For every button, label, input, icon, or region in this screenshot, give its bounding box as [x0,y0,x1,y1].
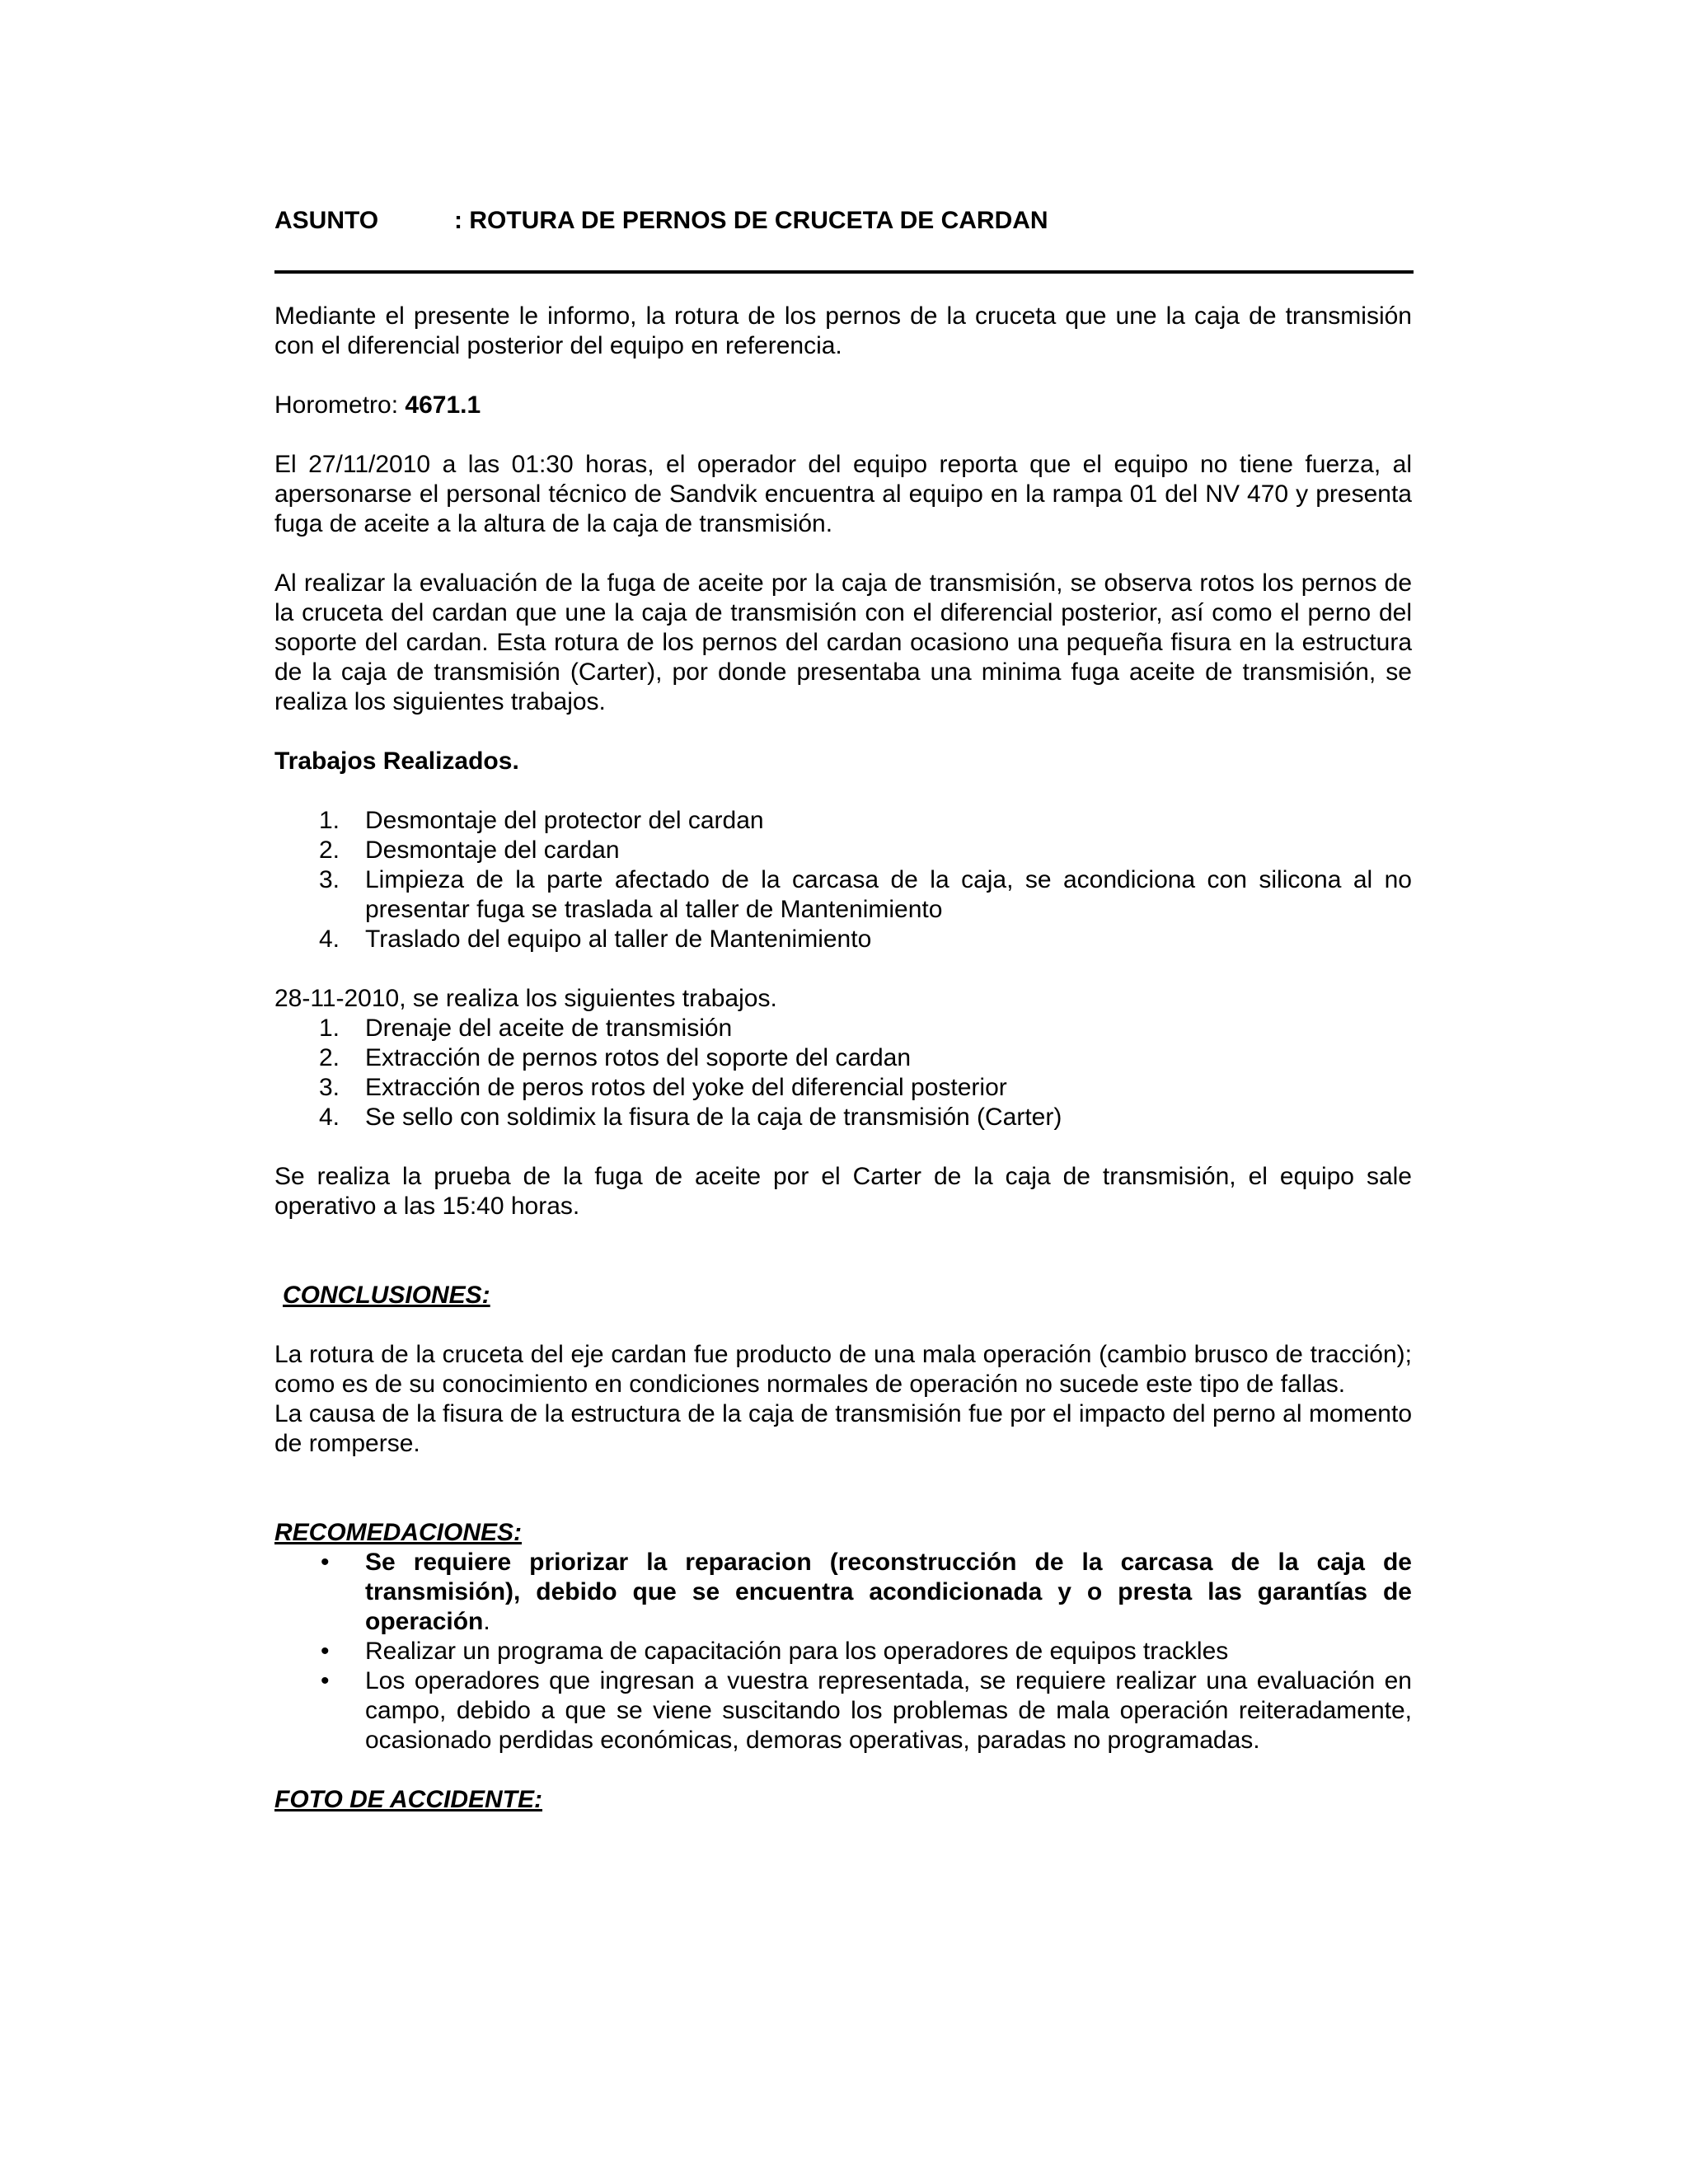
list-item-text: Extracción de pernos rotos del soporte del cardan [365,1044,912,1071]
list-item-text: Traslado del equipo al taller de Mantenimiento [365,926,872,953]
list-item-text [365,1548,1412,1637]
list-number: 4. [319,1104,340,1131]
evaluation-paragraph: Al realizar la evaluación de la fuga de aceite por la caja de transmisión, se observa rotos los pernos de la cruceta del cardan que une la caja de transmisión con el diferencial posterior, así como el perno del soporte del cardan. Esta rotura de los pernos del cardan ocasiono una pequeña fisura en la estructura de la caja de transmisión (Carter), por donde presentaba una minima fuga aceite de transmisión, se realiza los siguientes trabajos. [274,569,1412,715]
trabajos-title: Trabajos Realizados. [274,748,519,775]
conclusiones-title: CONCLUSIONES: [283,1282,490,1309]
event-paragraph: El 27/11/2010 a las 01:30 horas, el operador del equipo reporta que el equipo no tiene fuerza, al apersonarse el personal técnico de Sandvik encuentra al equipo en la rampa 01 del NV 470 y presenta fuga de aceite a la altura de la caja de transmisión. [274,451,1412,537]
list-number: 4. [319,926,340,953]
list-number: 3. [319,1074,340,1101]
horometro-label: Horometro: [274,391,406,419]
list-item-text: Desmontaje del cardan [365,837,620,864]
list-item [274,1103,1412,1132]
recomendaciones-list [274,1548,1412,1755]
test-paragraph: Se realiza la prueba de la fuga de aceite por el Carter de la caja de transmisión, el equipo sale operativo a las 15:40 horas. [274,1163,1412,1220]
list-item-text: Los operadores que ingresan a vuestra representada, se requiere realizar una evaluación en campo, debido a que se viene suscitando los problemas de mala operación reiteradamente, ocasionado perdidas económicas, demoras operativas, paradas no programadas. [365,1667,1412,1754]
list-item-text: Drenaje del aceite de transmisión [365,1015,733,1042]
list-item [274,925,1412,954]
recommendation-tail: . [483,1608,490,1635]
list-item [274,1073,1412,1103]
list-item-text: Se sello con soldimix la fisura de la caja de transmisión (Carter) [365,1104,1062,1131]
list-item [274,865,1412,925]
subject-label: ASUNTO [274,207,379,234]
subject-value: : ROTURA DE PERNOS DE CRUCETA DE CARDAN [454,207,1048,234]
recommendation-bold-text: Se requiere priorizar la reparacion (reconstrucción de la carcasa de la caja de transmisión), debido que se encuentra acondicionada y o presta las garantías de operación [365,1549,1412,1635]
bullet-glyph: • [321,1667,330,1694]
list-item [274,1548,1412,1637]
list-item [274,1043,1412,1073]
list-item-text: Extracción de peros rotos del yoke del diferencial posterior [365,1074,1007,1101]
list-item [274,1637,1412,1666]
list-number: 2. [319,1044,340,1071]
list-number: 1. [319,807,340,834]
subject-line [274,206,1412,236]
trabajos-list [274,806,1412,954]
list-number: 2. [319,837,340,864]
list-item [274,836,1412,865]
second-day-list [274,1014,1412,1132]
recomendaciones-title: RECOMEDACIONES: [274,1519,523,1546]
horometro-line [274,391,1412,420]
conclusiones-paragraph-2: La causa de la fisura de la estructura de la caja de transmisión fue por el impacto del perno al momento de romperse. [274,1400,1412,1457]
list-item-text: Realizar un programa de capacitación para los operadores de equipos trackles [365,1638,1229,1665]
intro-paragraph: Mediante el presente le informo, la rotura de los pernos de la cruceta que une la caja de transmisión con el diferencial posterior del equipo en referencia. [274,302,1412,359]
list-item [274,1014,1412,1043]
bullet-glyph: • [321,1549,330,1576]
second-day-intro: 28-11-2010, se realiza los siguientes trabajos. [274,985,777,1012]
conclusiones-paragraph-1: La rotura de la cruceta del eje cardan fue producto de una mala operación (cambio brusco de tracción); como es de su conocimiento en condiciones normales de operación no sucede este tipo de fallas. [274,1341,1412,1398]
document-body [274,206,1412,1815]
list-number: 1. [319,1015,340,1042]
header-divider [274,270,1414,274]
bullet-glyph: • [321,1638,330,1665]
list-number: 3. [319,866,340,893]
list-item-text: Desmontaje del protector del cardan [365,807,764,834]
list-item-text: Limpieza de la parte afectado de la carcasa de la caja, se acondiciona con silicona al no presentar fuga se traslada al taller de Mantenimiento [365,866,1412,923]
foto-title: FOTO DE ACCIDENTE: [274,1786,543,1813]
list-item [274,1666,1412,1755]
list-item [274,806,1412,836]
horometro-value: 4671.1 [405,391,481,419]
